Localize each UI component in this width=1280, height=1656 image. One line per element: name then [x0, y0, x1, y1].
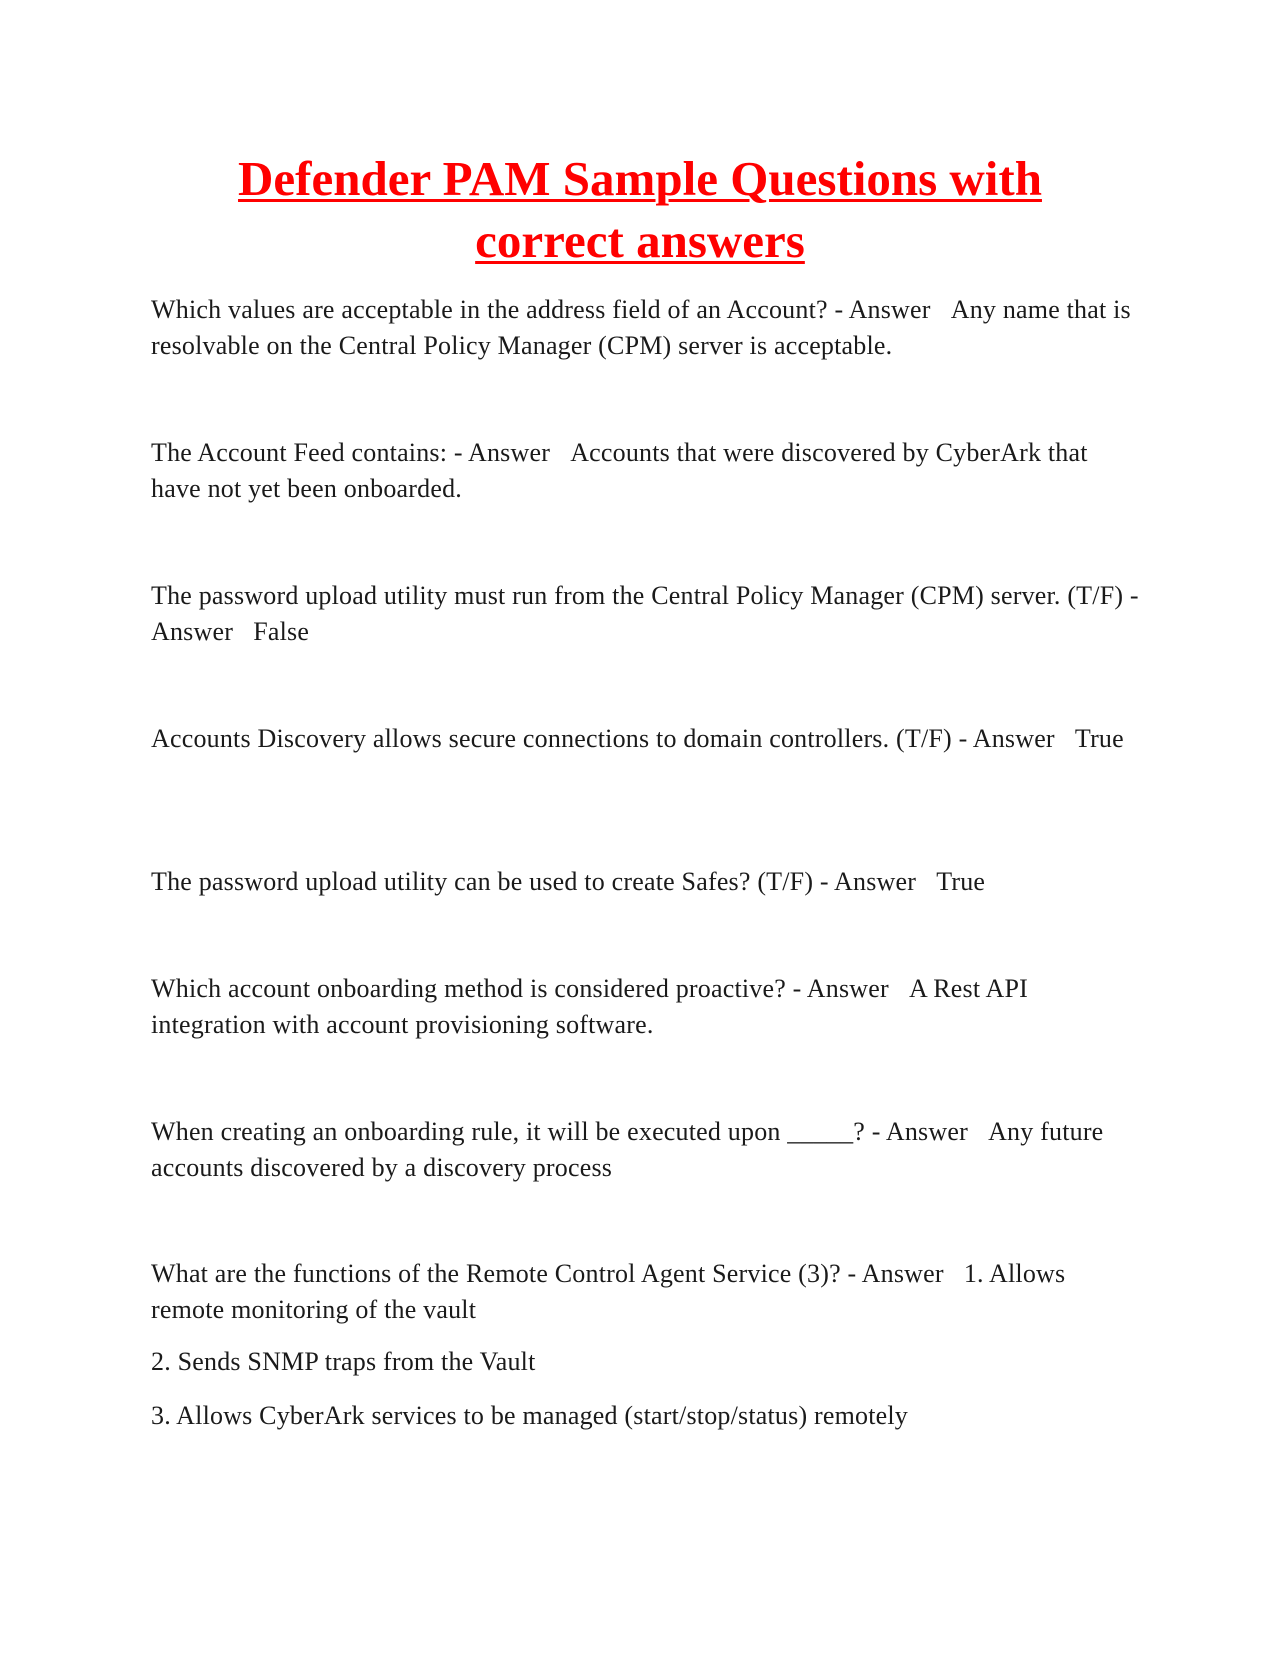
title-line-2: correct answers	[475, 213, 805, 268]
answer-continuation-line-2	[151, 1344, 1141, 1380]
qa-item-2	[151, 435, 1141, 507]
qa-item-6	[151, 971, 1141, 1043]
qa-item-4	[151, 721, 1141, 757]
answer-continuation-line-3	[151, 1398, 1141, 1434]
qa-item-5	[151, 864, 1141, 900]
document-title	[150, 148, 1130, 272]
question-text: What are the functions of the Remote Control Agent Service (3)? - Answer	[151, 1259, 944, 1288]
answer-text: Any future accounts discovered by a discovery process	[151, 1117, 1104, 1182]
question-text: The password upload utility can be used to create Safes? (T/F) - Answer	[151, 867, 917, 896]
list-item-text: 2. Sends SNMP traps from the Vault	[151, 1347, 536, 1376]
qa-item-3	[151, 578, 1141, 650]
question-text: The password upload utility must run from the Central Policy Manager (CPM) server. (T/F) - Answer	[151, 581, 1139, 646]
answer-text: Any name that is resolvable on the Central Policy Manager (CPM) server is acceptable.	[151, 295, 1131, 360]
answer-text: A Rest API integration with account provisioning software.	[151, 974, 1029, 1039]
question-text: Which values are acceptable in the address field of an Account? - Answer	[151, 295, 931, 324]
answer-text: 1. Allows remote monitoring of the vault	[151, 1259, 1066, 1324]
answer-text: Accounts that were discovered by CyberArk that have not yet been onboarded.	[151, 438, 1088, 503]
question-text: Accounts Discovery allows secure connections to domain controllers. (T/F) - Answer	[151, 724, 1055, 753]
list-item-text: 3. Allows CyberArk services to be managed (start/stop/status) remotely	[151, 1401, 909, 1430]
answer-text: True	[1074, 724, 1124, 753]
question-text: Which account onboarding method is considered proactive? - Answer	[151, 974, 889, 1003]
question-text: The Account Feed contains: - Answer	[151, 438, 551, 467]
question-text: When creating an onboarding rule, it will be executed upon _____? - Answer	[151, 1117, 968, 1146]
answer-text: False	[253, 617, 310, 646]
qa-item-8	[151, 1256, 1141, 1328]
qa-item-1	[151, 292, 1141, 364]
title-line-1: Defender PAM Sample Questions with	[238, 151, 1042, 206]
qa-item-7	[151, 1114, 1141, 1186]
answer-text: True	[936, 867, 986, 896]
